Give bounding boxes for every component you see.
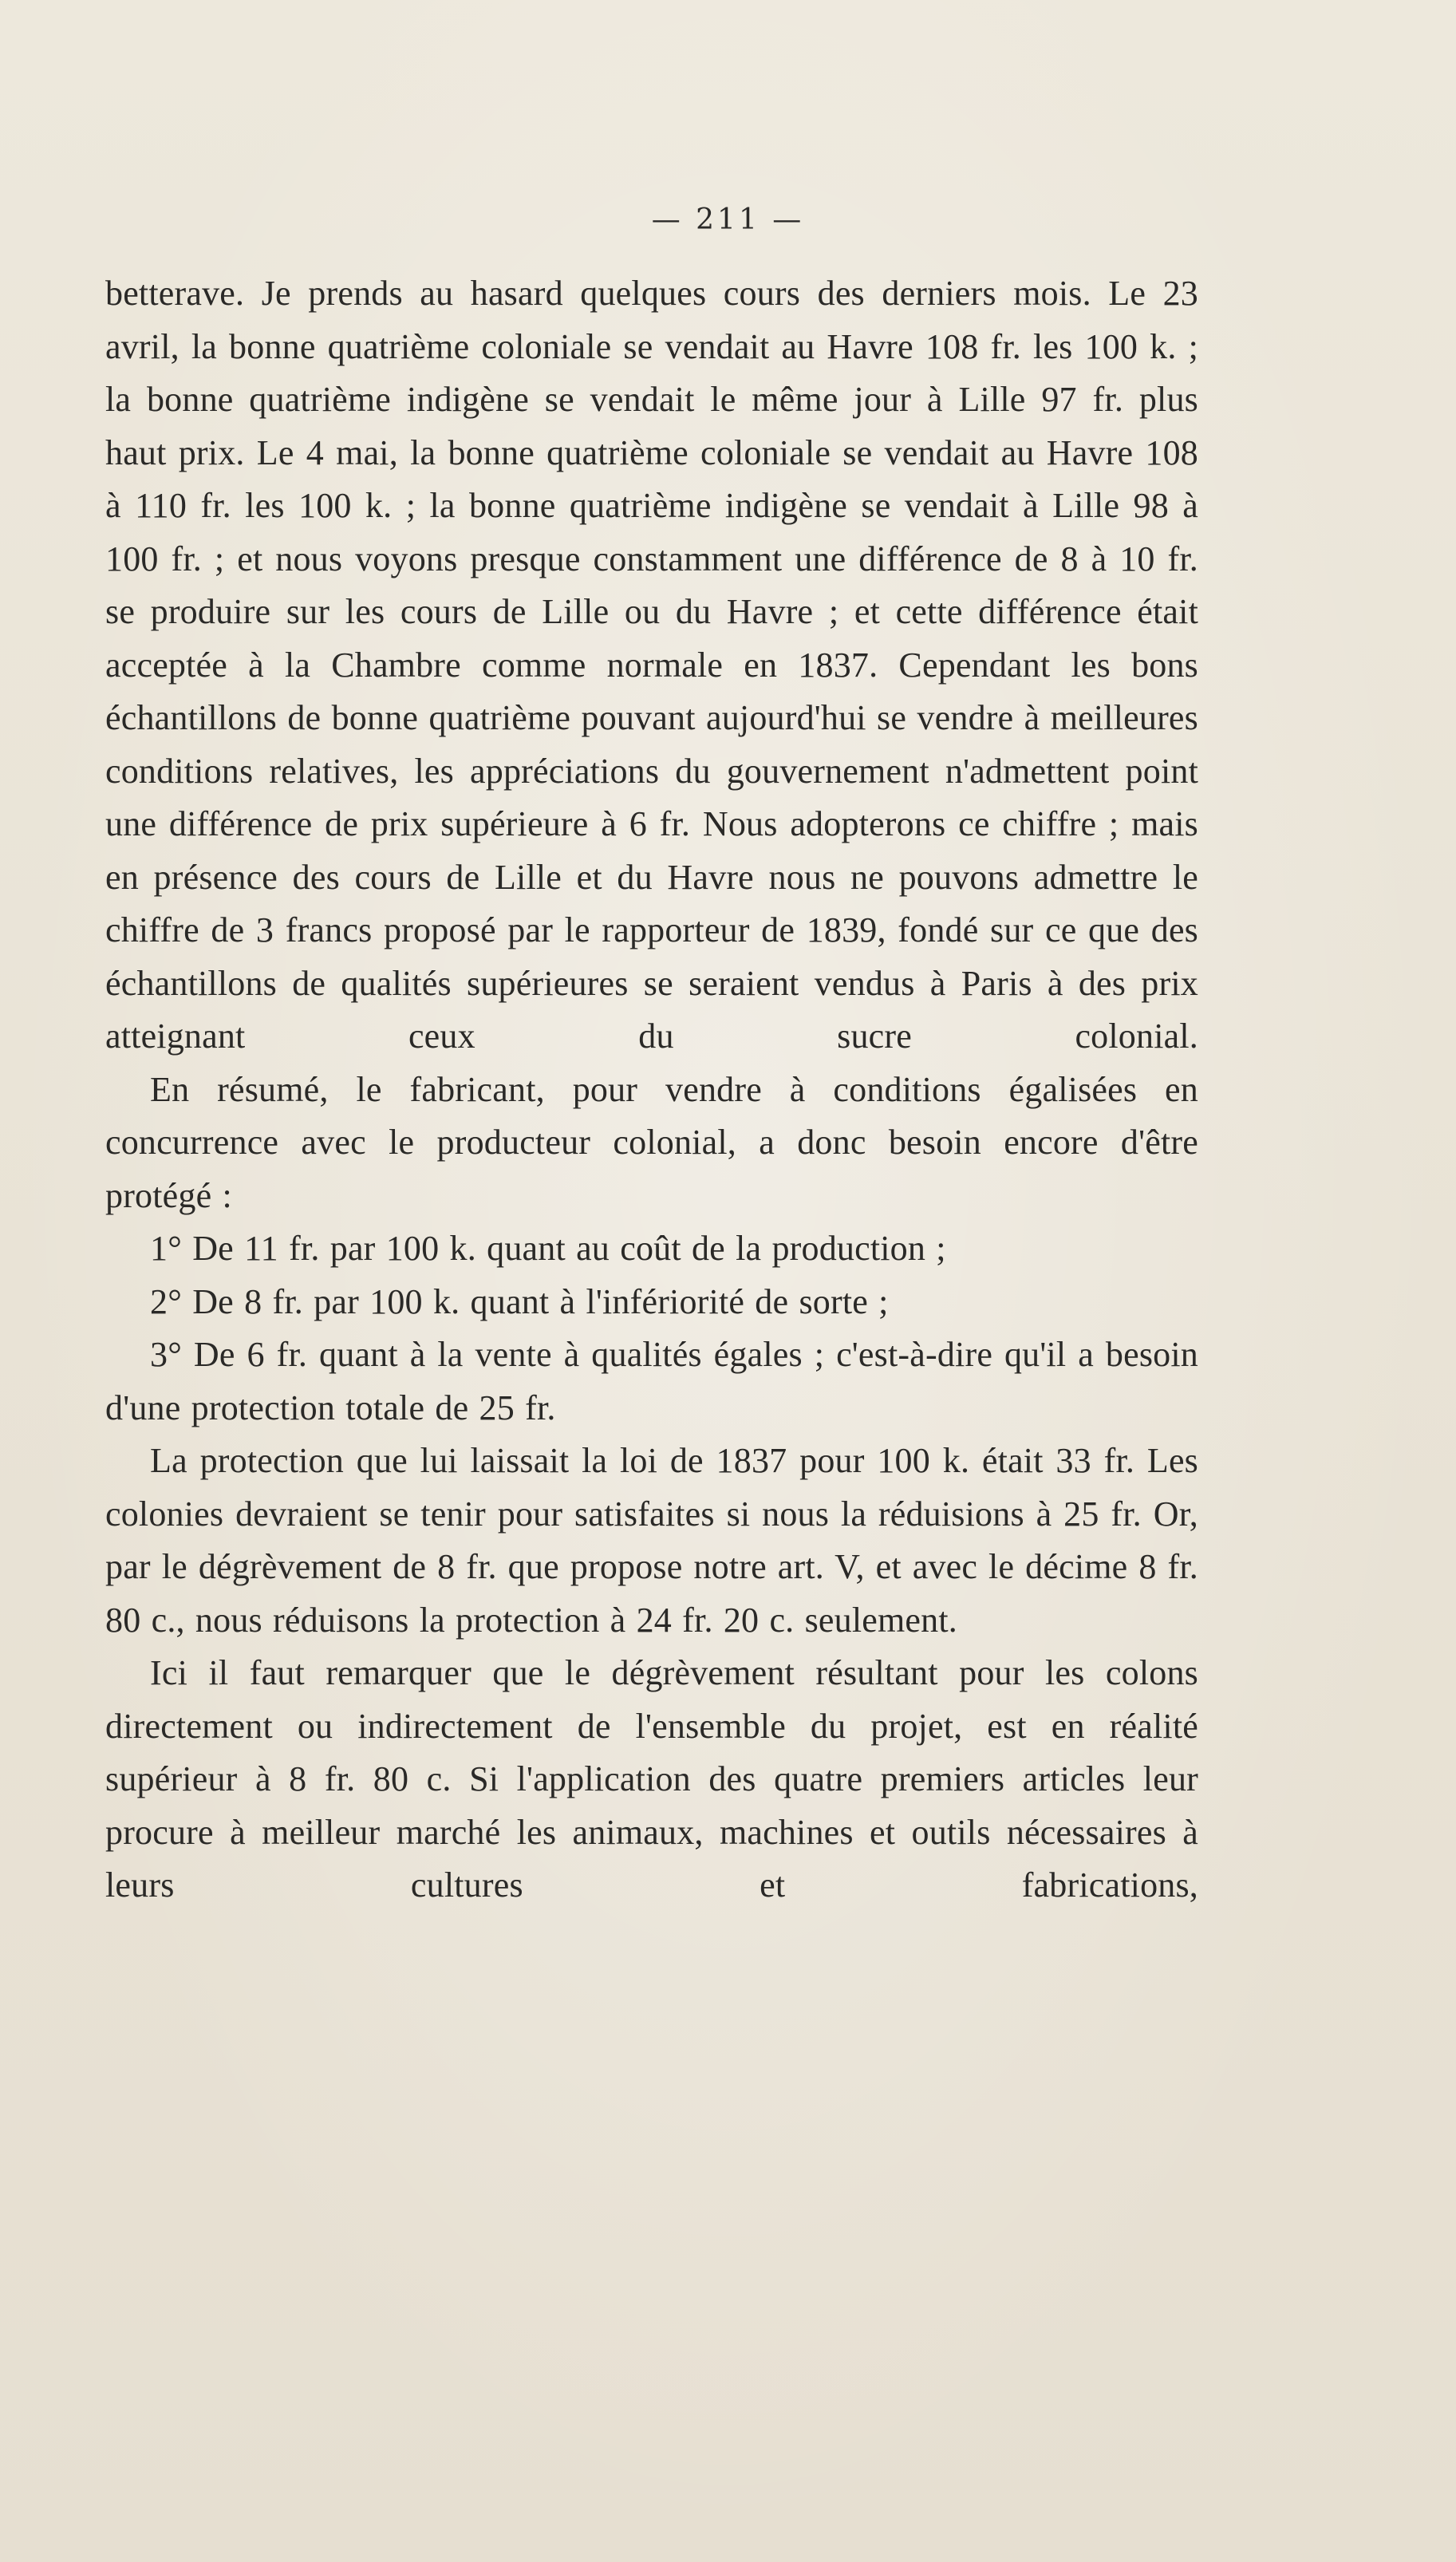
- paragraph-3: La protection que lui laissait la loi de 1837 pour 100 k. était 33 fr. Les colonies devraient se tenir pour satisfaites si nous la réduisions à 25 fr. Or, par le dégrèvement de 8 fr. que propose notre art. V, et avec le décime 8 fr. 80 c., nous réduisons la protection à 24 fr. 20 c. seulement.: [105, 1441, 1198, 1640]
- body-text: [105, 267, 1198, 1913]
- list-item-1: 1° De 11 fr. par 100 k. quant au coût de la production ;: [150, 1229, 946, 1268]
- paragraph-1: betterave. Je prends au hasard quelques cours des derniers mois. Le 23 avril, la bonne quatrième coloniale se vendait au Havre 108 fr. les 100 k. ; la bonne quatrième indigène se vendait le même jour à Lille 97 fr. plus haut prix. Le 4 mai, la bonne quatrième coloniale se vendait au Havre 108 à 110 fr. les 100 k. ; la bonne quatrième indigène se vendait à Lille 98 à 100 fr. ; et nous voyons presque constamment une différence de 8 à 10 fr. se produire sur les cours de Lille ou du Havre ; et cette différence était acceptée à la Chambre comme normale en 1837. Cependant les bons échantillons de bonne quatrième pouvant aujourd'hui se vendre à meilleures conditions relatives, les appréciations du gouvernement n'admettent point une différence de prix supérieure à 6 fr. Nous adopterons ce chiffre ; mais en présence des cours de Lille et du Havre nous ne pouvons admettre le chiffre de 3 francs proposé par le rapporteur de 1839, fondé sur ce que des échantillons de qualités supérieures se seraient vendus à Paris à des prix atteignant ceux du sucre colonial.: [105, 274, 1198, 1056]
- page-number: — 211 —: [651, 203, 805, 236]
- list-item-2: 2° De 8 fr. par 100 k. quant à l'infériorité de sorte ;: [150, 1281, 889, 1321]
- paragraph-4: Ici il faut remarquer que le dégrèvement résultant pour les colons directement ou indirectement de l'ensemble du projet, est en réalité supérieur à 8 fr. 80 c. Si l'application des quatre premiers articles leur procure à meilleur marché les animaux, machines et outils nécessaires à leurs cultures et fabrications,: [105, 1653, 1198, 1905]
- paragraph-2: En résumé, le fabricant, pour vendre à conditions égalisées en concurrence avec le producteur colonial, a donc besoin encore d'être protégé :: [105, 1069, 1198, 1215]
- list-item-3: 3° De 6 fr. quant à la vente à qualités égales ; c'est-à-dire qu'il a besoin d'une protection totale de 25 fr.: [105, 1335, 1198, 1427]
